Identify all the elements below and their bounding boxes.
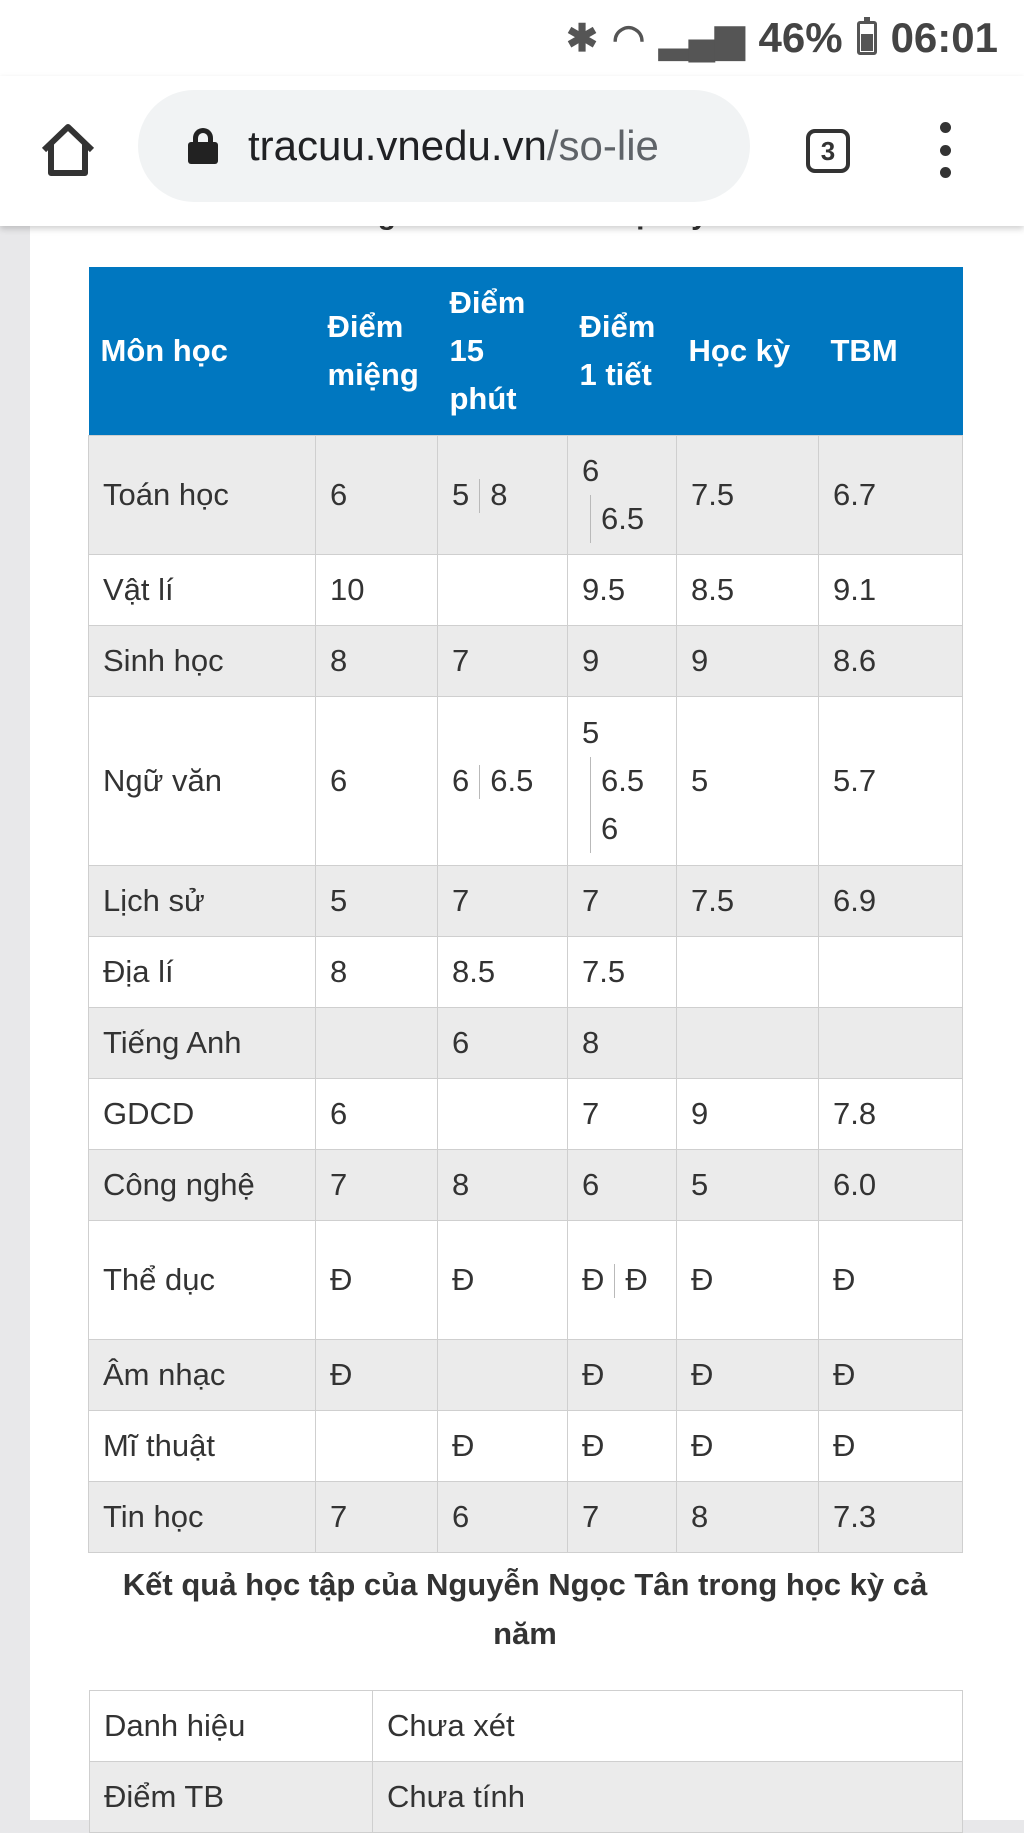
table-row: [89, 1221, 963, 1340]
p15-cell: [438, 1411, 568, 1482]
tbm-cell: Đ: [819, 1411, 963, 1482]
score-value: 9: [582, 643, 600, 678]
score-value: 8: [490, 476, 508, 512]
mieng-cell: 7: [316, 1150, 438, 1221]
tiet-cell: [568, 1482, 677, 1553]
tiet-cell: [568, 1008, 677, 1079]
table-row: [89, 626, 963, 697]
home-icon[interactable]: [38, 120, 98, 180]
p15-cell: [438, 1008, 568, 1079]
table-row: [89, 937, 963, 1008]
tbm-cell: 6.0: [819, 1150, 963, 1221]
score-value: 6.5: [590, 495, 662, 543]
score-value: Đ: [452, 1262, 475, 1297]
p15-cell: [438, 937, 568, 1008]
page-content: [30, 210, 1024, 1820]
p15-cell: [438, 1221, 568, 1340]
tbm-cell: 9.1: [819, 555, 963, 626]
battery-percent: 46%: [758, 14, 843, 61]
signal-icon: ▂▄▆: [659, 17, 745, 60]
score-value: 7.5: [582, 954, 626, 989]
hoc-ky-cell: 9: [677, 626, 819, 697]
tbm-cell: 8.6: [819, 626, 963, 697]
mieng-cell: 7: [316, 1482, 438, 1553]
hoc-ky-cell: 5: [677, 697, 819, 866]
tbm-cell: 6.7: [819, 436, 963, 555]
subject-cell: Thể dục: [89, 1221, 316, 1340]
subject-cell: Âm nhạc: [89, 1340, 316, 1411]
p15-cell: [438, 1150, 568, 1221]
mieng-cell: 5: [316, 866, 438, 937]
header-mieng: Điểm miệng: [316, 267, 438, 436]
score-value: 6.5: [590, 757, 662, 805]
table-row: [89, 1411, 963, 1482]
subject-cell: Toán học: [89, 436, 316, 555]
subject-cell: Ngữ văn: [89, 697, 316, 866]
table-row: [89, 1079, 963, 1150]
tbm-cell: Đ: [819, 1221, 963, 1340]
tiet-cell: [568, 436, 677, 555]
subject-cell: Lịch sử: [89, 866, 316, 937]
tbm-cell: 7.8: [819, 1079, 963, 1150]
mieng-cell: 6: [316, 697, 438, 866]
p15-cell: [438, 697, 568, 866]
table-row: [90, 1762, 963, 1833]
score-value: Đ: [452, 1428, 475, 1463]
p15-cell: [438, 1340, 568, 1411]
tbm-cell: 6.9: [819, 866, 963, 937]
tbm-cell: [819, 1008, 963, 1079]
p15-cell: [438, 1079, 568, 1150]
wifi-icon: ◠: [611, 17, 646, 60]
tiet-cell: [568, 555, 677, 626]
result-value: Chưa tính: [373, 1762, 963, 1833]
mieng-cell: Đ: [316, 1340, 438, 1411]
clock: 06:01: [890, 14, 998, 61]
score-value: 8: [452, 1167, 470, 1202]
p15-cell: [438, 866, 568, 937]
score-value: 5: [582, 715, 600, 750]
tiet-cell: [568, 1221, 677, 1340]
tiet-cell: [568, 866, 677, 937]
mieng-cell: 10: [316, 555, 438, 626]
score-value: 6: [452, 1025, 470, 1060]
score-value: Đ: [625, 1261, 648, 1297]
hoc-ky-cell: 8: [677, 1482, 819, 1553]
score-value: Đ: [582, 1428, 605, 1463]
hoc-ky-cell: [677, 937, 819, 1008]
tiet-cell: [568, 626, 677, 697]
more-menu-icon[interactable]: [935, 122, 955, 178]
subject-cell: Tiếng Anh: [89, 1008, 316, 1079]
battery-icon: [857, 21, 877, 55]
score-value: Đ: [582, 1261, 605, 1297]
subject-cell: GDCD: [89, 1079, 316, 1150]
tiet-cell: [568, 1150, 677, 1221]
score-value: 8: [582, 1025, 600, 1060]
score-value: 6: [582, 453, 600, 488]
subject-cell: Địa lí: [89, 937, 316, 1008]
result-label: Danh hiệu: [90, 1691, 373, 1762]
result-label: Điểm TB: [90, 1762, 373, 1833]
hoc-ky-cell: 7.5: [677, 866, 819, 937]
header-1-tiet: Điểm 1 tiết: [568, 267, 677, 436]
table-row: [89, 1340, 963, 1411]
table-row: [89, 555, 963, 626]
tbm-cell: 7.3: [819, 1482, 963, 1553]
status-bar: [0, 0, 1024, 76]
tiet-cell: [568, 937, 677, 1008]
score-value: 6: [582, 1167, 600, 1202]
tbm-cell: Đ: [819, 1340, 963, 1411]
mieng-cell: [316, 1411, 438, 1482]
table-row: [89, 697, 963, 866]
hoc-ky-cell: 5: [677, 1150, 819, 1221]
tbm-cell: [819, 937, 963, 1008]
subject-cell: Công nghệ: [89, 1150, 316, 1221]
hoc-ky-cell: 9: [677, 1079, 819, 1150]
subject-cell: Tin học: [89, 1482, 316, 1553]
results-table: [89, 1690, 963, 1833]
header-hoc-ky: Học kỳ: [677, 267, 819, 436]
p15-cell: [438, 555, 568, 626]
score-value: 9.5: [582, 572, 626, 607]
address-bar[interactable]: [138, 90, 750, 202]
header-tbm: TBM: [819, 267, 963, 436]
hoc-ky-cell: Đ: [677, 1340, 819, 1411]
tiet-cell: [568, 1411, 677, 1482]
url-text: tracuu.vnedu.vn/so-lie: [248, 122, 659, 169]
score-value: 7: [582, 1096, 600, 1131]
mieng-cell: Đ: [316, 1221, 438, 1340]
score-value: 7: [582, 883, 600, 918]
result-value: Chưa xét: [373, 1691, 963, 1762]
score-value: 6: [452, 762, 470, 798]
tiet-cell: [568, 1079, 677, 1150]
results-section-title: Kết quả học tập của Nguyễn Ngọc Tân trong học kỳ cả năm: [122, 1567, 928, 1651]
tbm-cell: 5.7: [819, 697, 963, 866]
score-value: 7: [582, 1499, 600, 1534]
tab-switcher-button[interactable]: 3: [806, 129, 850, 173]
tiet-cell: [568, 1340, 677, 1411]
header-subject: Môn học: [89, 267, 316, 436]
table-row: [89, 1008, 963, 1079]
score-value: Đ: [582, 1357, 605, 1392]
hoc-ky-cell: Đ: [677, 1221, 819, 1340]
table-row: [89, 1482, 963, 1553]
lock-icon: [188, 128, 218, 164]
score-value: 7: [452, 643, 470, 678]
mieng-cell: 8: [316, 626, 438, 697]
hoc-ky-cell: Đ: [677, 1411, 819, 1482]
table-row: [90, 1691, 963, 1762]
score-value: 5: [452, 476, 470, 512]
subject-cell: Vật lí: [89, 555, 316, 626]
score-value: 6: [590, 805, 662, 853]
score-value: 6: [452, 1499, 470, 1534]
hoc-ky-cell: 7.5: [677, 436, 819, 555]
p15-cell: [438, 1482, 568, 1553]
header-15-phut: Điểm 15 phút: [438, 267, 568, 436]
score-value: 6.5: [490, 762, 534, 798]
browser-toolbar: [0, 76, 1024, 226]
mieng-cell: [316, 1008, 438, 1079]
score-value: 7: [452, 883, 470, 918]
score-value: 8.5: [452, 954, 496, 989]
hoc-ky-cell: [677, 1008, 819, 1079]
p15-cell: [438, 436, 568, 555]
table-row: [89, 1150, 963, 1221]
table-row: [89, 866, 963, 937]
grades-table: [88, 267, 963, 1553]
subject-cell: Mĩ thuật: [89, 1411, 316, 1482]
table-row: [89, 436, 963, 555]
tiet-cell: [568, 697, 677, 866]
p15-cell: [438, 626, 568, 697]
mieng-cell: 8: [316, 937, 438, 1008]
hoc-ky-cell: 8.5: [677, 555, 819, 626]
mieng-cell: 6: [316, 1079, 438, 1150]
subject-cell: Sinh học: [89, 626, 316, 697]
grades-header-row: [89, 267, 963, 436]
mieng-cell: 6: [316, 436, 438, 555]
bluetooth-icon: ✱: [566, 17, 598, 60]
